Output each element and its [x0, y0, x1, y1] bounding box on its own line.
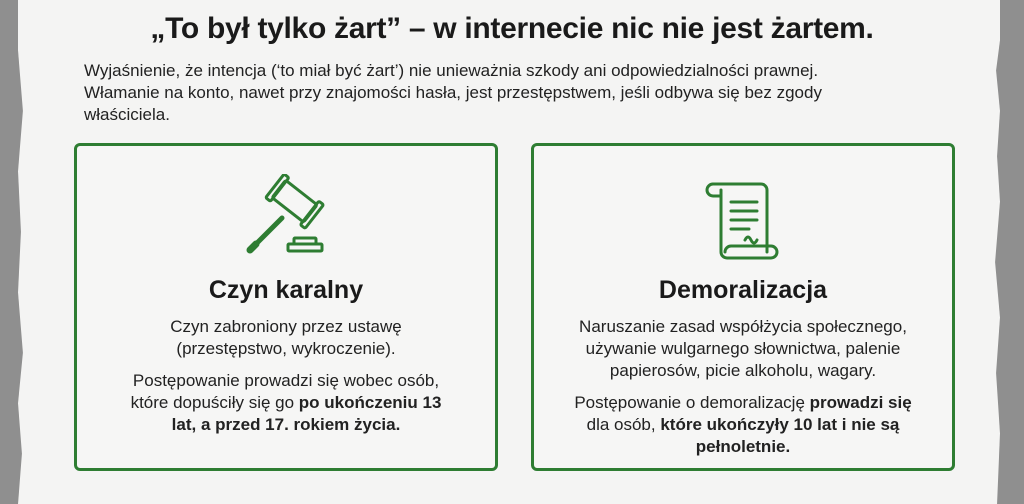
card-title: Czyn karalny [208, 276, 364, 304]
intro-line: Wyjaśnienie, że intencja (‘to miał być żart’) nie unieważnia szkody ani odpowiedzialności prawnej. [84, 61, 819, 80]
desc-line: używanie wulgarnego słownictwa, palenie [585, 339, 901, 358]
proc-emphasis: po ukończeniu 13 [298, 393, 442, 412]
card-czyn-karalny [74, 143, 498, 471]
desc-line: (przestępstwo, wykroczenie). [176, 339, 396, 358]
scroll-document-icon [703, 174, 783, 264]
card-procedure [554, 392, 932, 458]
page-title: „To był tylko żart” – w internecie nic nie jest żartem. [150, 12, 874, 45]
intro-paragraph [84, 60, 944, 126]
gavel-icon [238, 174, 334, 264]
proc-emphasis: które ukończyły 10 lat i nie są [660, 415, 900, 434]
card-title: Demoralizacja [658, 276, 828, 304]
proc-text: które dopuściły się go [130, 393, 299, 412]
card-description [97, 316, 475, 360]
proc-emphasis: prowadzi się [809, 393, 912, 412]
intro-line: właściciela. [84, 105, 170, 124]
desc-line: Czyn zabroniony przez ustawę [170, 317, 402, 336]
desc-line: Naruszanie zasad współżycia społecznego, [579, 317, 907, 336]
proc-emphasis: lat, a przed 17. rokiem życia. [171, 415, 401, 434]
card-procedure [97, 370, 475, 436]
proc-text: dla osób, [586, 415, 661, 434]
proc-text: Postępowanie o demoralizację [574, 393, 810, 412]
card-description [554, 316, 932, 382]
proc-line: Postępowanie prowadzi się wobec osób, [132, 371, 440, 390]
intro-line: Włamanie na konto, nawet przy znajomości hasła, jest przestępstwem, jeśli odbywa się bez zgody [84, 83, 822, 102]
desc-line: papierosów, picie alkoholu, wagary. [609, 361, 877, 380]
card-demoralizacja [531, 143, 955, 471]
proc-emphasis: pełnoletnie. [695, 437, 791, 456]
